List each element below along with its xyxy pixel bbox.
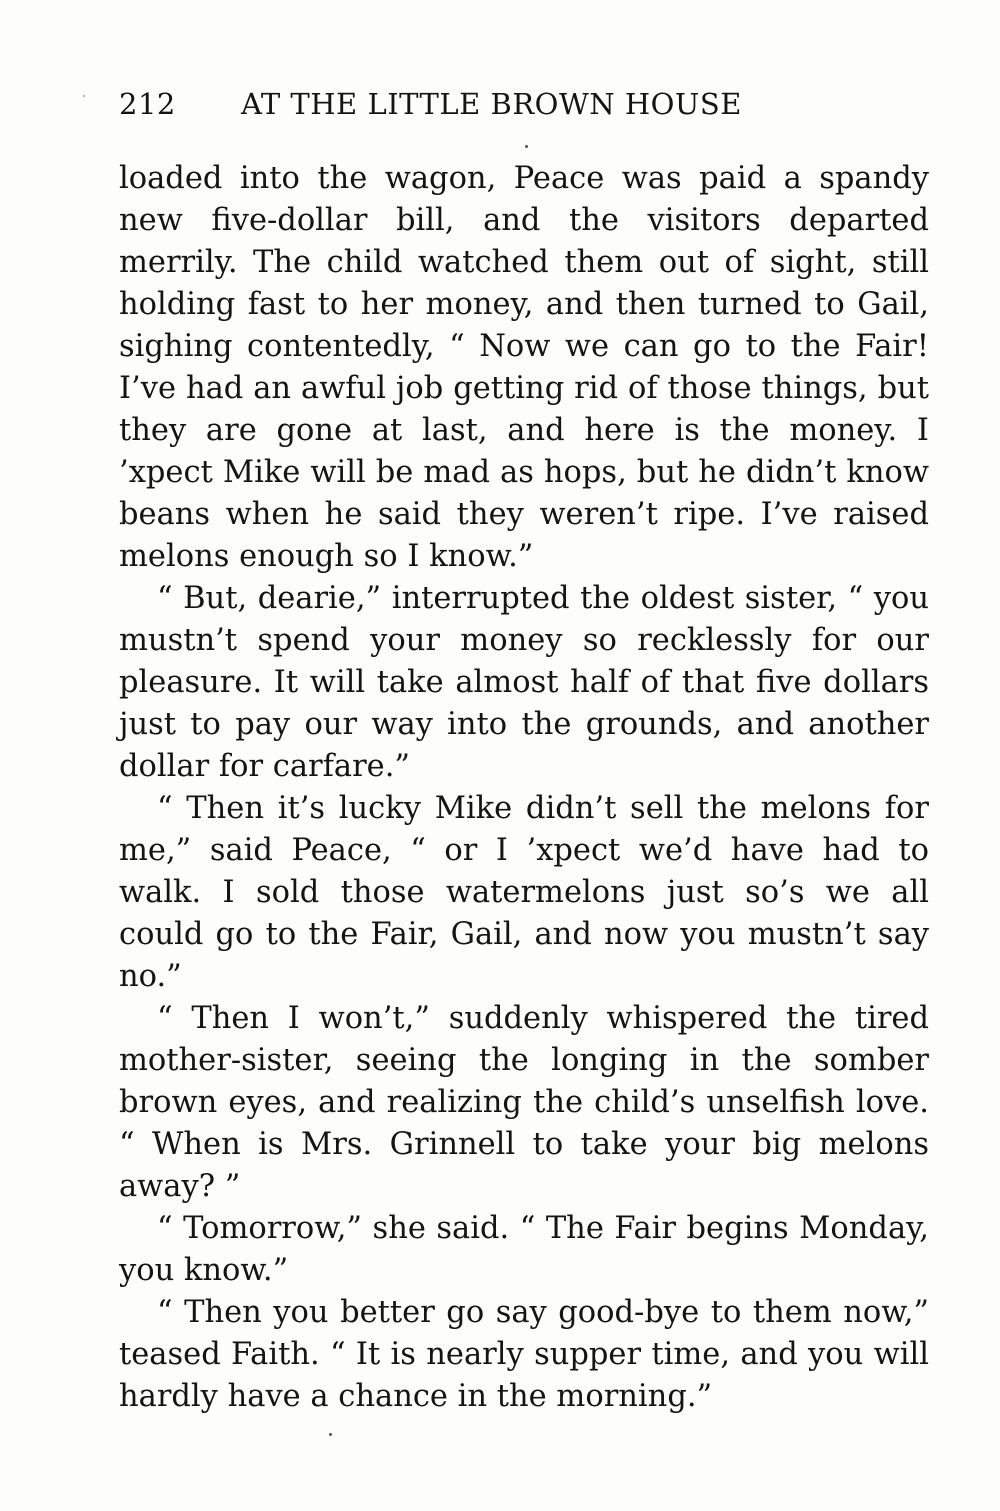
paragraph: “ Then I won’t,” suddenly whispered the tired mother-sister, seeing the longing in the somber brown eyes, and realizing the child’s unselfish love. “ When is Mrs. Grinnell to take your big melons away? ” (119, 1001, 929, 1204)
running-head (119, 84, 929, 124)
paragraph: “ Then it’s lucky Mike didn’t sell the melons for me,” said Peace, “ or I ’xpect we’d have had to walk. I sold those watermelons just so’s we all could go to the Fair, Gail, and now you mustn’t say no.” (119, 791, 929, 994)
paragraph: “ Then you better go say good-bye to them now,” teased Faith. “ It is nearly supper time, and you will hardly have a chance in the morning.” (119, 1295, 929, 1414)
page-number: 212 (119, 87, 176, 121)
running-title: AT THE LITTLE BROWN HOUSE (241, 87, 742, 121)
print-speck (525, 145, 528, 148)
paragraph: “ Tomorrow,” she said. “ The Fair begins Monday, you know.” (119, 1211, 929, 1288)
body-text (119, 158, 929, 1418)
print-speck (329, 1433, 332, 1436)
print-speck (83, 95, 85, 97)
paragraph: “ But, dearie,” interrupted the oldest sister, “ you mustn’t spend your money so recklessly for our pleasure. It will take almost half of that five dollars just to pay our way into the grounds, and another dollar for carfare.” (119, 581, 929, 784)
paragraph-continued: loaded into the wagon, Peace was paid a spandy new five-dollar bill, and the visitors departed merrily. The child watched them out of sight, still holding fast to her money, and then turned to Gail, sighing contentedly, “ Now we can go to the Fair! I’ve had an awful job getting rid of those things, but they are gone at last, and here is the money. I ’xpect Mike will be mad as hops, but he didn’t know beans when he said they weren’t ripe. I’ve raised melons enough so I know.” (119, 161, 929, 574)
